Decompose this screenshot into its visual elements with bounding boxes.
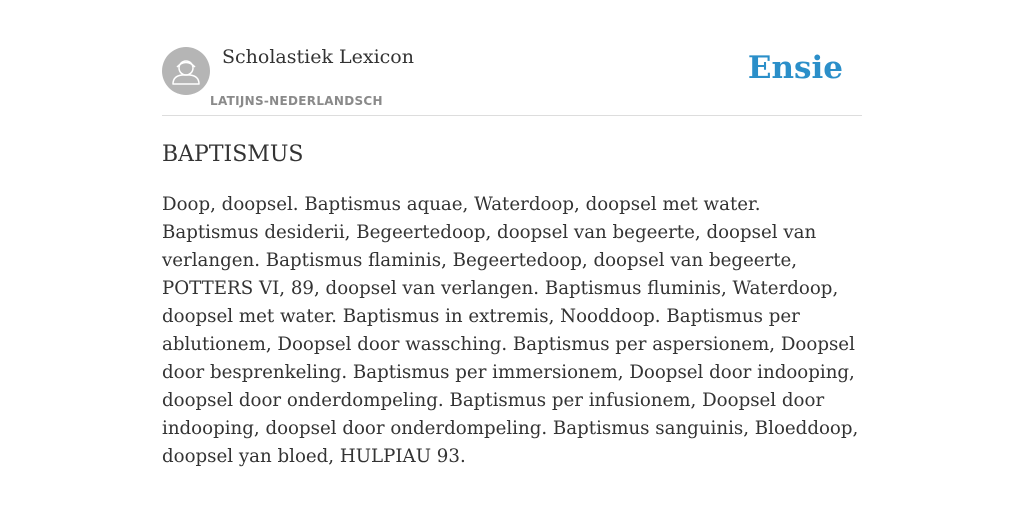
source-avatar[interactable] [162, 47, 210, 95]
brand-logo[interactable]: Ensie [747, 50, 843, 86]
entry-headword: BAPTISMUS [162, 142, 304, 167]
user-icon [162, 47, 210, 95]
entry-definition: Doop, doopsel. Baptismus aquae, Waterdoop, doopsel met water. Baptismus desiderii, Begeertedoop, doopsel van begeerte, doopsel van verlangen. Baptismus flaminis, Begeertedoop, doopsel van begeerte, POTTERS VI, 89, doopsel van verlangen. Baptismus fluminis, Waterdoop, doopsel met water. Baptismus in extremis, Nooddoop. Baptismus per ablutionem, Doopsel door wassching. Baptismus per aspersionem, Doopsel door besprenkeling. Baptismus per immersionem, Doopsel door indooping, doopsel door onderdompeling. Baptismus per infusionem, Doopsel door indooping, doopsel door onderdompeling. Baptismus sanguinis, Bloeddoop, doopsel yan bloed, HULPIAU 93. [162, 194, 859, 467]
entry-card [162, 44, 862, 471]
source-subtitle: LATIJNS-NEDERLANDSCH [210, 94, 383, 108]
entry-header [162, 44, 862, 116]
source-title[interactable]: Scholastiek Lexicon [222, 46, 414, 68]
